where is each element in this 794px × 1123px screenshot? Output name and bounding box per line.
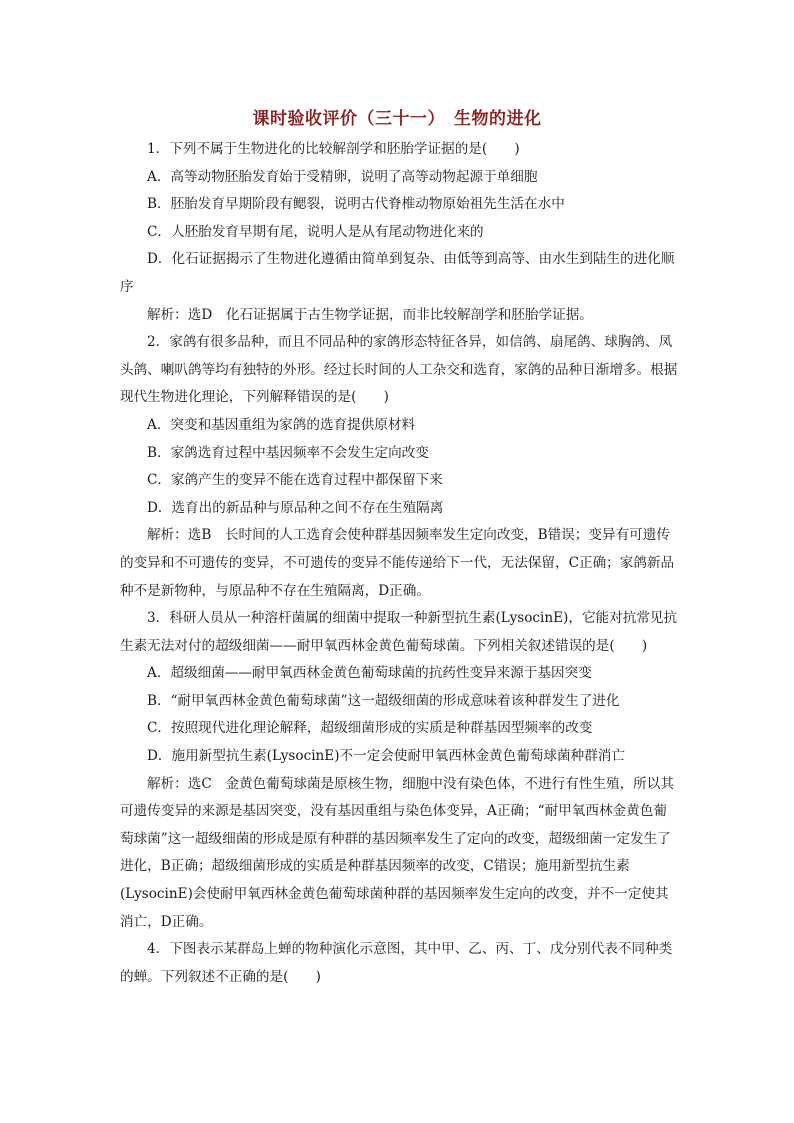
page-title: 课时验收评价（三十一） 生物的进化 xyxy=(252,109,542,129)
question-2-option-a: A．突变和基因重组为家鸽的选育提供原材料 xyxy=(147,416,416,433)
question-3-option-c: C．按照现代进化理论解释，超级细菌形成的实质是种群基因型频率的改变 xyxy=(147,720,593,737)
document-body xyxy=(120,136,680,991)
question-2-stem: 2．家鸽有很多品种，而且不同品种的家鸽形态特征各异，如信鸽、扇尾鸽、球胸鸽、凤头鸽、喇叭鸽等均有独特的外形。经过长时间的人工杂交和选育，家鸽的品种日渐增多。根据现代生物进化理论，下列解释错误的是( ) xyxy=(120,334,678,406)
question-2-analysis: 解析：选B 长时间的人工选育会使种群基因频率发生定向改变，B错误；变异有可遗传的变异和不可遗传的变异，不可遗传的变异不能传递给下一代，无法保留，C正确；家鸽新品种不是新物种，与原品种不存在生殖隔离，D正确。 xyxy=(120,527,675,599)
question-4-stem: 4．下图表示某群岛上蝉的物种演化示意图，其中甲、乙、丙、丁、戊分别代表不同种类的蝉。下列叙述不正确的是( ) xyxy=(120,941,673,985)
question-1-stem: 1．下列不属于生物进化的比较解剖学和胚胎学证据的是( ) xyxy=(147,141,520,157)
question-3-analysis: 解析：选C 金黄色葡萄球菌是原核生物，细胞中没有染色体，不进行有性生殖，所以其可遗传变异的来源是基因突变，没有基因重组与染色体变异，A正确；“耐甲氧西林金黄色葡萄球菌”这一超级细菌的形成是原有种群的基因频率发生了定向的改变，超级细菌一定发生了进化，B正确；超级细菌形成的实质是种群基因频率的改变，C错误；施用新型抗生素(LysocinE)会使耐甲氧西林金黄色葡萄球菌种群的基因频率发生定向的改变，并不一定使其消亡，D正确。 xyxy=(120,775,674,930)
question-3-stem: 3．科研人员从一种溶杆菌属的细菌中提取一种新型抗生素(LysocinE)，它能对抗常见抗生素无法对付的超级细菌——耐甲氧西林金黄色葡萄球菌。下列相关叙述错误的是( ) xyxy=(120,610,678,654)
question-1-option-b: B．胚胎发育早期阶段有鳃裂，说明古代脊椎动物原始祖先生活在水中 xyxy=(147,196,565,213)
question-1-option-c: C．人胚胎发育早期有尾，说明人是从有尾动物进化来的 xyxy=(147,223,484,240)
question-1-option-a: A．高等动物胚胎发育始于受精卵，说明了高等动物起源于单细胞 xyxy=(147,168,538,185)
question-1-analysis: 解析：选D 化石证据属于古生物学证据，而非比较解剖学和胚胎学证据。 xyxy=(147,306,593,323)
question-3-option-d: D．施用新型抗生素(LysocinE)不一定会使耐甲氧西林金黄色葡萄球菌种群消亡 xyxy=(147,748,625,765)
question-2-option-b: B．家鸽选育过程中基因频率不会发生定向改变 xyxy=(147,444,429,461)
question-1-option-d: D．化石证据揭示了生物进化遵循由简单到复杂、由低等到高等、由水生到陆生的进化顺序 xyxy=(120,251,675,295)
question-2-option-c: C．家鸽产生的变异不能在选育过程中都保留下来 xyxy=(147,472,443,489)
question-3-option-b: B．“耐甲氧西林金黄色葡萄球菌”这一超级细菌的形成意味着该种群发生了进化 xyxy=(147,692,620,709)
question-3-option-a: A．超级细菌——耐甲氧西林金黄色葡萄球菌的抗药性变异来源于基因突变 xyxy=(147,665,592,682)
question-2-option-d: D．选育出的新品种与原品种之间不存在生殖隔离 xyxy=(147,499,444,516)
